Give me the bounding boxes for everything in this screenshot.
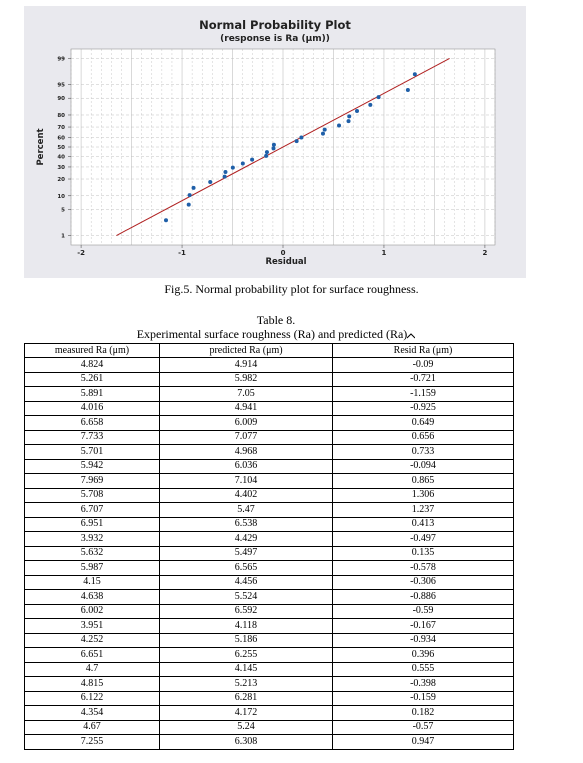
cell-residual-ra: 0.947 xyxy=(333,735,514,750)
data-point xyxy=(295,139,299,143)
cell-measured-ra: 4.67 xyxy=(25,720,160,735)
data-point xyxy=(250,158,254,162)
data-point xyxy=(192,186,196,190)
data-point xyxy=(187,203,191,207)
data-point xyxy=(406,88,410,92)
table-subtitle-text: Experimental surface roughness (Ra) and predicted (Ra) xyxy=(136,327,408,341)
cell-measured-ra: 5.632 xyxy=(25,546,160,561)
data-point xyxy=(377,95,381,99)
cell-residual-ra: 0.135 xyxy=(333,546,514,561)
y-tick-label: 1 xyxy=(61,233,65,240)
cell-predicted-ra: 6.255 xyxy=(160,648,333,663)
cell-residual-ra: 0.865 xyxy=(333,474,514,489)
table-row xyxy=(25,633,514,648)
results-table xyxy=(24,343,514,750)
y-tick-label: 60 xyxy=(57,135,65,142)
table-row xyxy=(25,445,514,460)
column-header-predicted: predicted Ra (μm) xyxy=(160,344,333,358)
cell-measured-ra: 4.815 xyxy=(25,677,160,692)
y-axis-label: Percent xyxy=(36,128,46,166)
data-point xyxy=(299,135,303,139)
table-row xyxy=(25,488,514,503)
table-row xyxy=(25,387,514,402)
table-row xyxy=(25,503,514,518)
y-tick-label: 40 xyxy=(57,154,65,161)
cell-predicted-ra: 5.213 xyxy=(160,677,333,692)
table-row xyxy=(25,430,514,445)
table-row xyxy=(25,358,514,373)
table-row xyxy=(25,691,514,706)
data-point xyxy=(188,193,192,197)
cell-residual-ra: -0.09 xyxy=(333,358,514,373)
cell-predicted-ra: 5.24 xyxy=(160,720,333,735)
cell-predicted-ra: 5.47 xyxy=(160,503,333,518)
cell-residual-ra: -0.159 xyxy=(333,691,514,706)
cell-predicted-ra: 6.009 xyxy=(160,416,333,431)
cell-predicted-ra: 4.941 xyxy=(160,401,333,416)
data-point xyxy=(164,218,168,222)
cell-residual-ra: -0.167 xyxy=(333,619,514,634)
data-point xyxy=(272,143,276,147)
cell-residual-ra: -0.094 xyxy=(333,459,514,474)
figure-caption: Fig.5. Normal probability plot for surface roughness. xyxy=(164,282,419,296)
y-tick-label: 95 xyxy=(57,82,65,89)
data-point xyxy=(264,154,268,158)
cell-predicted-ra: 7.104 xyxy=(160,474,333,489)
normal-probability-plot-figure xyxy=(24,6,526,278)
column-header-measured: measured Ra (μm) xyxy=(25,344,160,358)
cell-measured-ra: 4.638 xyxy=(25,590,160,605)
data-point xyxy=(241,162,245,166)
cell-predicted-ra: 5.982 xyxy=(160,372,333,387)
cell-measured-ra: 7.255 xyxy=(25,735,160,750)
table-row xyxy=(25,575,514,590)
y-tick-label: 80 xyxy=(57,112,65,119)
cell-residual-ra: 1.237 xyxy=(333,503,514,518)
cell-predicted-ra: 6.565 xyxy=(160,561,333,576)
cell-measured-ra: 6.651 xyxy=(25,648,160,663)
cell-measured-ra: 6.122 xyxy=(25,691,160,706)
table-row xyxy=(25,401,514,416)
cell-predicted-ra: 7.077 xyxy=(160,430,333,445)
table-row xyxy=(25,590,514,605)
data-point xyxy=(323,128,327,132)
table-row xyxy=(25,459,514,474)
data-point xyxy=(208,180,212,184)
cell-residual-ra: -0.59 xyxy=(333,604,514,619)
table-row xyxy=(25,735,514,750)
cell-residual-ra: -0.578 xyxy=(333,561,514,576)
data-point xyxy=(355,109,359,113)
cell-predicted-ra: 4.402 xyxy=(160,488,333,503)
cell-predicted-ra: 5.524 xyxy=(160,590,333,605)
cell-predicted-ra: 6.538 xyxy=(160,517,333,532)
data-point xyxy=(368,103,372,107)
cell-residual-ra: 0.396 xyxy=(333,648,514,663)
cell-residual-ra: 1.306 xyxy=(333,488,514,503)
data-point xyxy=(413,72,417,76)
cell-measured-ra: 5.891 xyxy=(25,387,160,402)
table-row xyxy=(25,677,514,692)
cell-measured-ra: 5.942 xyxy=(25,459,160,474)
cell-measured-ra: 4.824 xyxy=(25,358,160,373)
cell-predicted-ra: 6.281 xyxy=(160,691,333,706)
table-row xyxy=(25,546,514,561)
x-tick-label: 2 xyxy=(482,249,488,257)
table-row xyxy=(25,561,514,576)
table-row xyxy=(25,706,514,721)
cell-measured-ra: 6.002 xyxy=(25,604,160,619)
table-subtitle xyxy=(0,327,552,342)
cell-predicted-ra: 5.186 xyxy=(160,633,333,648)
cell-measured-ra: 3.951 xyxy=(25,619,160,634)
cell-predicted-ra: 6.308 xyxy=(160,735,333,750)
x-tick-labels xyxy=(77,245,487,257)
cell-residual-ra: 0.413 xyxy=(333,517,514,532)
x-tick-label: -1 xyxy=(178,249,186,257)
cell-predicted-ra: 7.05 xyxy=(160,387,333,402)
cell-residual-ra: -0.57 xyxy=(333,720,514,735)
data-point xyxy=(347,114,351,118)
x-tick-label: -2 xyxy=(77,249,85,257)
cell-predicted-ra: 6.592 xyxy=(160,604,333,619)
table-title: Table 8. xyxy=(256,313,296,327)
cell-residual-ra: -0.497 xyxy=(333,532,514,547)
cell-measured-ra: 4.252 xyxy=(25,633,160,648)
table-row xyxy=(25,648,514,663)
cell-residual-ra: 0.649 xyxy=(333,416,514,431)
cell-measured-ra: 3.932 xyxy=(25,532,160,547)
x-tick-label: 1 xyxy=(381,249,387,257)
cell-measured-ra: 4.354 xyxy=(25,706,160,721)
cell-measured-ra: 5.987 xyxy=(25,561,160,576)
cell-measured-ra: 6.707 xyxy=(25,503,160,518)
cell-measured-ra: 4.15 xyxy=(25,575,160,590)
cell-measured-ra: 5.701 xyxy=(25,445,160,460)
hat-mark-icon xyxy=(407,333,415,339)
table-body xyxy=(25,358,514,750)
cell-residual-ra: -0.886 xyxy=(333,590,514,605)
data-point xyxy=(337,123,341,127)
cell-residual-ra: 0.733 xyxy=(333,445,514,460)
table-row xyxy=(25,372,514,387)
x-axis-label: Residual xyxy=(265,257,307,267)
y-tick-label: 70 xyxy=(57,125,65,132)
cell-measured-ra: 7.969 xyxy=(25,474,160,489)
table-row xyxy=(25,416,514,431)
y-tick-labels xyxy=(57,56,71,239)
y-tick-label: 50 xyxy=(57,145,65,151)
y-tick-label: 20 xyxy=(57,177,65,184)
cell-predicted-ra: 4.914 xyxy=(160,358,333,373)
table-row xyxy=(25,720,514,735)
table-row xyxy=(25,532,514,547)
cell-residual-ra: -0.398 xyxy=(333,677,514,692)
table-row xyxy=(25,662,514,677)
normal-probability-plot xyxy=(24,6,526,278)
table-row xyxy=(25,517,514,532)
y-tick-label: 30 xyxy=(57,164,65,171)
cell-residual-ra: -0.721 xyxy=(333,372,514,387)
cell-measured-ra: 7.733 xyxy=(25,430,160,445)
cell-predicted-ra: 4.429 xyxy=(160,532,333,547)
data-point xyxy=(223,170,227,174)
cell-residual-ra: -1.159 xyxy=(333,387,514,402)
y-tick-label: 10 xyxy=(57,193,65,200)
table-row xyxy=(25,474,514,489)
table-row xyxy=(25,619,514,634)
cell-predicted-ra: 5.497 xyxy=(160,546,333,561)
y-tick-label: 99 xyxy=(57,56,65,63)
cell-predicted-ra: 6.036 xyxy=(160,459,333,474)
data-point xyxy=(223,175,227,179)
cell-residual-ra: -0.925 xyxy=(333,401,514,416)
y-tick-label: 5 xyxy=(61,207,65,214)
cell-measured-ra: 6.951 xyxy=(25,517,160,532)
chart-title: Normal Probability Plot xyxy=(199,18,351,32)
y-tick-label: 90 xyxy=(57,96,65,103)
table-row xyxy=(25,604,514,619)
cell-residual-ra: 0.555 xyxy=(333,662,514,677)
cell-predicted-ra: 4.172 xyxy=(160,706,333,721)
cell-residual-ra: 0.656 xyxy=(333,430,514,445)
data-point xyxy=(265,150,269,154)
data-point xyxy=(272,146,276,150)
data-point xyxy=(231,166,235,170)
cell-measured-ra: 5.261 xyxy=(25,372,160,387)
cell-residual-ra: -0.934 xyxy=(333,633,514,648)
column-header-residual: Resid Ra (μm) xyxy=(333,344,514,358)
x-tick-label: 0 xyxy=(280,249,286,257)
cell-residual-ra: -0.306 xyxy=(333,575,514,590)
cell-predicted-ra: 4.118 xyxy=(160,619,333,634)
table-header-row xyxy=(25,344,514,358)
data-point xyxy=(321,132,325,136)
cell-measured-ra: 4.7 xyxy=(25,662,160,677)
chart-subtitle: (response is Ra (μm)) xyxy=(220,34,330,44)
cell-residual-ra: 0.182 xyxy=(333,706,514,721)
cell-measured-ra: 6.658 xyxy=(25,416,160,431)
cell-predicted-ra: 4.145 xyxy=(160,662,333,677)
cell-predicted-ra: 4.456 xyxy=(160,575,333,590)
cell-predicted-ra: 4.968 xyxy=(160,445,333,460)
data-point xyxy=(347,119,351,123)
cell-measured-ra: 4.016 xyxy=(25,401,160,416)
cell-measured-ra: 5.708 xyxy=(25,488,160,503)
